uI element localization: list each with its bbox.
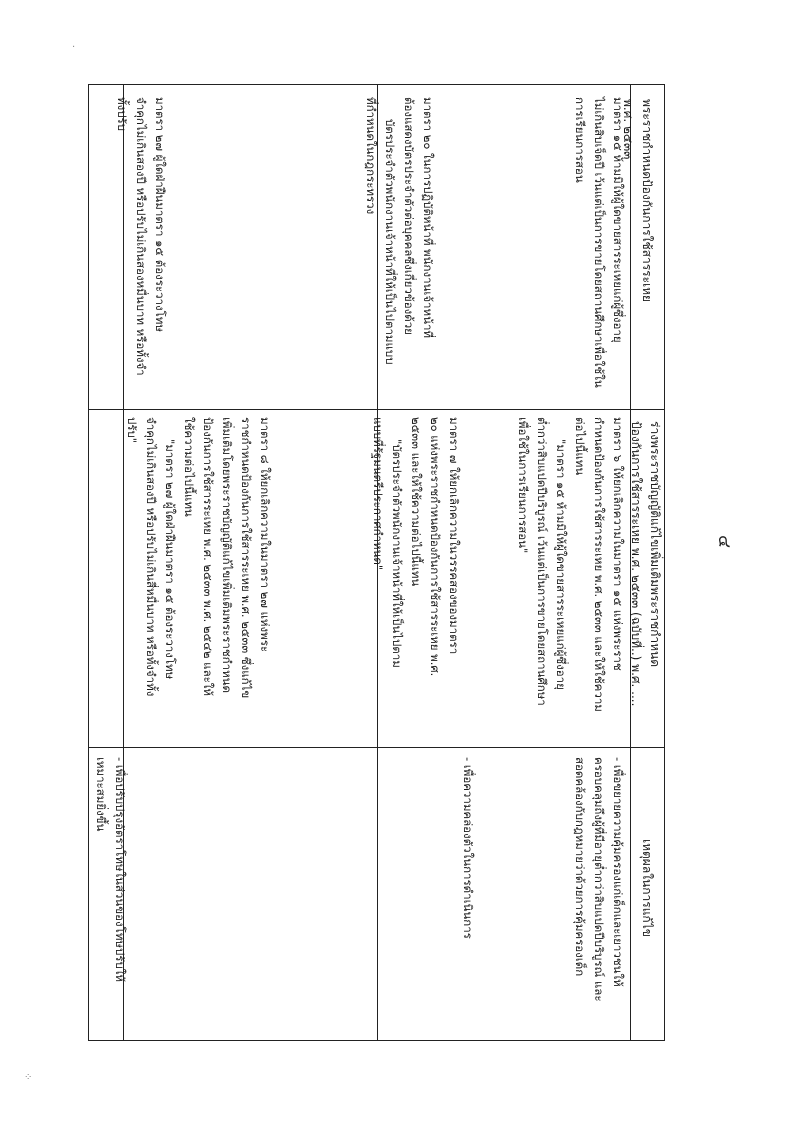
header-current-law xyxy=(621,85,664,409)
row1-amendment-text: มาตรา ๖ ให้ยกเลิกความในมาตรา ๑๕ แห่งพระราช กำหนดป้องกันการใช้สารระเหย พ.ศ. ๒๕๓๓ และให้ใช้ความ ต่อไปนี้แทน "มาตรา ๑๕ ห้ามมิให้ผู้ใดขายสารระเหยแก่ผู้ซึ่งอายุ ต่ำกว่าสิบแปดปีบริบูรณ์ เว้นแต่เป็นการขายโดยสถานศึกษา เพื่อใช้ในการเรียนการสอน" xyxy=(516,417,625,712)
row1-reason xyxy=(494,747,629,1040)
header-current-law-text: พระราชกำหนดป้องกันการใช้สารระเหย พ.ศ. ๒๕๓๓ xyxy=(621,99,654,303)
row1-reason-text: - เพื่อขยายความคุ้มครองแก่เด็กและเยาวชนให้ ครอบคลุมถึงผู้ที่มีอายุต่ำกว่าสิบแปดปีบริบูรณ์ และ สอดคล้องกับกฎหมายว่าด้วยการคุ้มครองเด็ก xyxy=(573,757,625,1002)
header-reason xyxy=(631,747,664,1040)
row3-reason xyxy=(89,747,289,1040)
header-amendment xyxy=(631,409,664,747)
header-amendment-text: ร่างพระราชบัญญัติแก้ไขเพิ่มเติมพระราชกำหนด ป้องกันการใช้สารระเหย พ.ศ. ๒๕๓๓ (ฉบับที่..) พ.ศ. .... xyxy=(629,421,662,707)
row2-amendment-text: มาตรา ๗ ให้ยกเลิกความในวรรคสองของมาตรา ๒๐ แห่งพระราชกำหนดป้องกันการใช้สารระเหย พ.ศ. ๒๕๓๓ และให้ใช้ความต่อไปนี้แทน "บัตรประจำตัวพนักงานเจ้าหน้าที่ให้เป็นไปตาม แบบที่รัฐมนตรีประกาศกำหนด" xyxy=(371,417,461,677)
row1-current-law xyxy=(531,85,629,409)
comparison-table xyxy=(88,84,665,1041)
row2-current-law-text: มาตรา ๒๐ ในการปฏิบัติหน้าที่ พนักงานเจ้าหน้าที่ ต้องแสดงบัตรประจำตัวต่อบุคคลซึ่งเกี่ยวข้องด้วย บัตรประจำตัวพนักงานเจ้าหน้าที่ให้เป็นไปตามแบบ ที่กำหนดในกฎกระทรวง xyxy=(364,97,435,365)
scan-speck: · xyxy=(72,42,76,53)
row2-reason-text: - เพื่อความคล่องตัวในการดำเนินการ xyxy=(461,757,475,939)
row1-amendment xyxy=(494,409,629,747)
row2-reason xyxy=(379,747,477,1040)
row3-current-law xyxy=(89,85,289,409)
row2-current-law xyxy=(299,85,477,409)
header-reason-text: เหตุผลในการแก้ไข xyxy=(640,839,654,937)
scan-speck: ⁘ xyxy=(24,1072,33,1083)
row1-current-law-text: มาตรา ๑๕ ห้ามมิให้ผู้ใดขายสารระเหยแก่ผู้ซึ่งอายุ ไม่เกินสิบเจ็ดปี เว้นแต่เป็นการขายโดยสถานศึกษาเพื่อใช้ใน การเรียนการสอน xyxy=(573,97,625,388)
row3-amendment-text: มาตรา ๘ ให้ยกเลิกความในมาตรา ๒๗ แห่งพระ ราชกำหนดป้องกันการใช้สารระเหย พ.ศ. ๒๕๓๓ ซึ่งแก้ไข เพิ่มเติมโดยพระราชบัญญัติแก้ไขเพิ่มเติมพระราชกำหนด ป้องกันการใช้สารระเหย พ.ศ. ๒๕๓๓ พ.ศ. ๒๕๔๒ และให้ ใช้ความต่อไปนี้แทน "มาตรา ๒๗ ผู้ใดฝ่าฝืนมาตรา ๑๕ ต้องระวางโทษ จำคุกไม่เกินสองปี หรือปรับไม่เกินสี่หมื่นบาท หรือทั้งจำทั้ง ปรับ" xyxy=(125,417,272,699)
row3-amendment xyxy=(89,409,314,747)
row3-current-law-text: มาตรา ๒๗ ผู้ใดฝ่าฝืนมาตรา ๑๕ ต้องระวางโทษ จำคุกไม่เกินสองปี หรือปรับไม่เกินสองหมื่นบาท หรือทั้งจำ ทั้งปรับ xyxy=(115,97,167,376)
row2-amendment xyxy=(319,409,477,747)
page-number: ๔ xyxy=(713,535,734,548)
row3-reason-text: - เพื่อปรับปรุงอัตราโทษในส่วนของโทษปรับให้ เหมาะสมยิ่งขึ้น xyxy=(94,757,127,982)
